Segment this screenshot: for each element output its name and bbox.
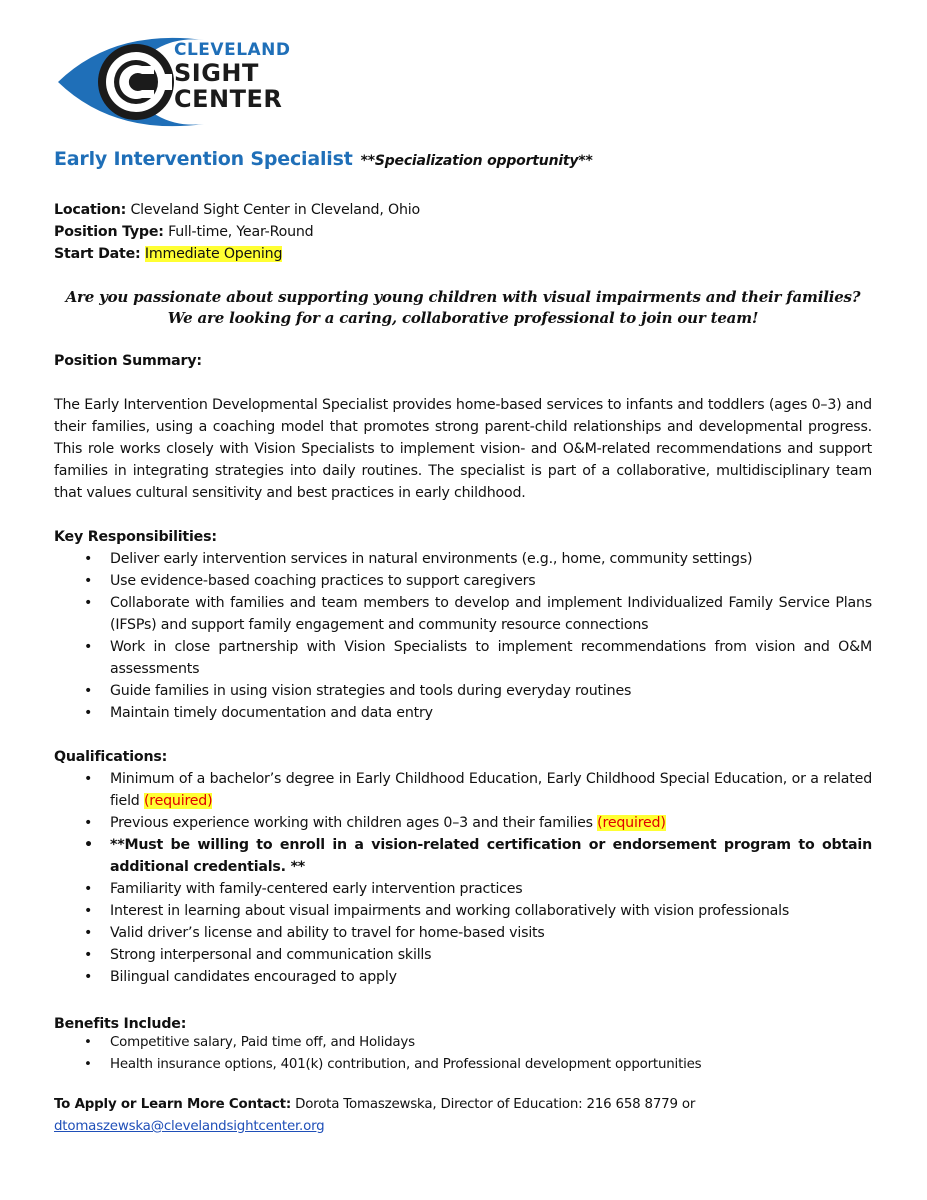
list-item: • Guide families in using vision strategies and tools during everyday routines xyxy=(54,680,872,702)
list-item: • Familiarity with family-centered early intervention practices xyxy=(54,878,872,900)
bullet-icon: • xyxy=(84,683,93,699)
list-item: • Competitive salary, Paid time off, and Holidays xyxy=(54,1032,872,1054)
intro-line-1: Are you passionate about supporting young children with visual impairments and their families? xyxy=(65,288,861,306)
bullet-icon: • xyxy=(84,1057,92,1072)
list-item: • Health insurance options, 401(k) contribution, and Professional development opportunities xyxy=(54,1054,872,1076)
list-item: • Bilingual candidates encouraged to apply xyxy=(54,966,872,988)
logo-line-2: SIGHT xyxy=(174,59,259,87)
responsibilities-heading: Key Responsibilities: xyxy=(54,529,217,545)
responsibilities-list xyxy=(54,548,872,724)
list-item: • Minimum of a bachelor’s degree in Early Childhood Education, Early Childhood Special Education, or a related field (required) xyxy=(54,768,872,812)
bullet-icon: • xyxy=(84,947,93,963)
bullet-icon: • xyxy=(84,705,93,721)
summary-heading: Position Summary: xyxy=(54,353,202,369)
position-type-label: Position Type: xyxy=(54,224,164,240)
benefits-heading: Benefits Include: xyxy=(54,1016,187,1032)
job-title-row xyxy=(54,148,593,172)
list-item: • Deliver early intervention services in natural environments (e.g., home, community settings) xyxy=(54,548,872,570)
start-date-label: Start Date: xyxy=(54,246,141,262)
bullet-icon: • xyxy=(84,639,93,655)
location-value: Cleveland Sight Center in Cleveland, Ohio xyxy=(130,202,420,218)
start-date-value: Immediate Opening xyxy=(144,246,283,262)
list-item: • Strong interpersonal and communication skills xyxy=(54,944,872,966)
bullet-icon: • xyxy=(84,903,93,919)
qualifications-list xyxy=(54,768,872,988)
list-item: • Work in close partnership with Vision Specialists to implement recommendations from vision and O&M assessments xyxy=(54,636,872,680)
bullet-icon: • xyxy=(84,595,93,611)
required-tag: (required) xyxy=(597,815,666,831)
location-label: Location: xyxy=(54,202,127,218)
intro-line-2: We are looking for a caring, collaborative professional to join our team! xyxy=(167,309,759,327)
logo-line-1: CLEVELAND xyxy=(174,40,291,60)
list-item: • Maintain timely documentation and data entry xyxy=(54,702,872,724)
list-item: • Interest in learning about visual impairments and working collaboratively with vision professionals xyxy=(54,900,872,922)
intro-callout xyxy=(54,287,872,329)
bullet-icon: • xyxy=(84,1035,92,1050)
qualifications-heading: Qualifications: xyxy=(54,749,168,765)
position-type-line xyxy=(54,221,872,243)
start-date-line xyxy=(54,243,872,265)
job-title: Early Intervention Specialist xyxy=(54,148,353,170)
summary-text: The Early Intervention Developmental Specialist provides home-based services to infants and toddlers (ages 0–3) and their families, using a coaching model that promotes strong parent-child relationships and developmental progress. This role works closely with Vision Specialists to implement vision- and O&M-related recommendations and support families in integrating strategies into daily routines. The specialist is part of a collaborative, multidisciplinary team that values cultural sensitivity and best practices in early childhood. xyxy=(54,397,872,501)
list-item: • Collaborate with families and team members to develop and implement Individualized Family Service Plans (IFSPs) and support family engagement and community resource connections xyxy=(54,592,872,636)
contact-label: To Apply or Learn More Contact: xyxy=(54,1097,292,1112)
list-item: • Use evidence-based coaching practices to support caregivers xyxy=(54,570,872,592)
bullet-icon: • xyxy=(84,969,93,985)
list-item: • Previous experience working with children ages 0–3 and their families (required) xyxy=(54,812,872,834)
bullet-icon: • xyxy=(84,815,93,831)
list-item: • **Must be willing to enroll in a vision-related certification or endorsement program to obtain additional credentials. ** xyxy=(54,834,872,878)
bullet-icon: • xyxy=(84,551,93,567)
required-tag: (required) xyxy=(143,793,213,809)
logo-line-3: CENTER xyxy=(174,85,283,113)
job-details xyxy=(54,199,872,265)
contact-email-link[interactable]: dtomaszewska@clevelandsightcenter.org xyxy=(54,1119,325,1134)
bullet-icon: • xyxy=(84,925,93,941)
bullet-icon: • xyxy=(84,837,93,853)
bullet-icon: • xyxy=(84,573,93,589)
list-item: • Valid driver’s license and ability to travel for home-based visits xyxy=(54,922,872,944)
contact-line xyxy=(54,1094,872,1116)
contact-text: Dorota Tomaszewska, Director of Education: 216 658 8779 or xyxy=(295,1097,696,1112)
benefits-list xyxy=(54,1032,872,1076)
location-line xyxy=(54,199,872,221)
bullet-icon: • xyxy=(84,771,93,787)
job-subtitle: **Specialization opportunity** xyxy=(360,153,593,169)
bullet-icon: • xyxy=(84,881,93,897)
logo-wordmark xyxy=(174,40,291,112)
position-type-value: Full-time, Year-Round xyxy=(168,224,314,240)
contact-block xyxy=(54,1094,872,1138)
